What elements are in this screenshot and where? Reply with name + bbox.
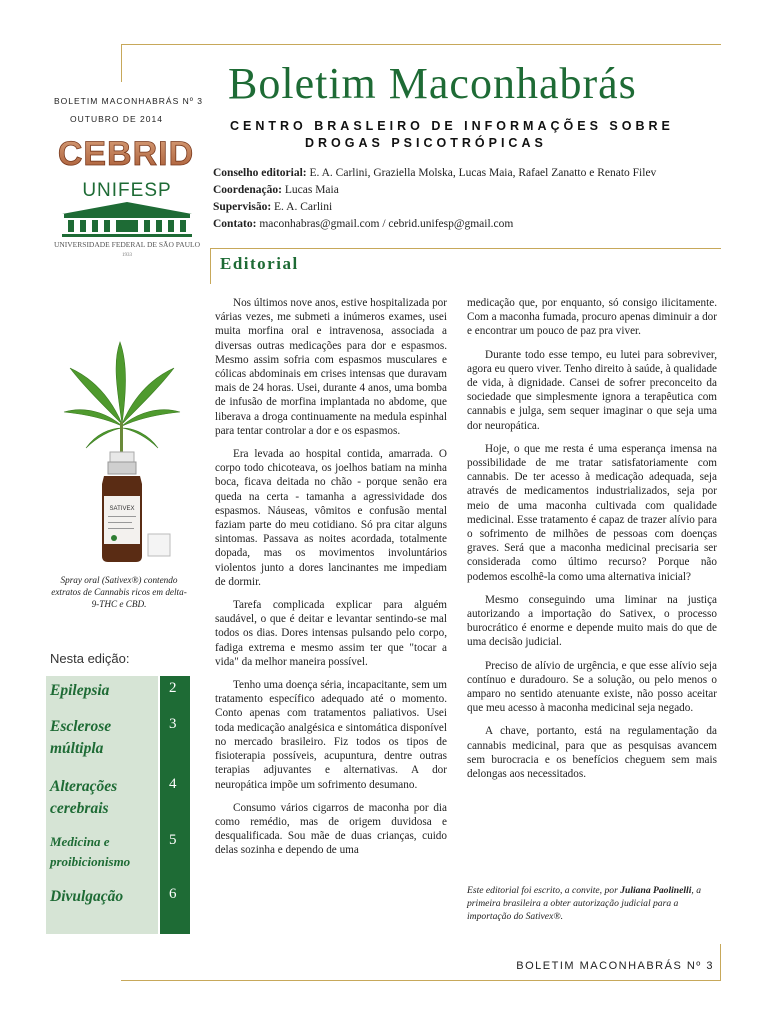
top-left-rule bbox=[121, 44, 122, 82]
svg-text:CEBRID: CEBRID bbox=[57, 135, 195, 173]
author-note bbox=[467, 884, 717, 923]
footer-issue: BOLETIM MACONHABRÁS Nº 3 bbox=[516, 960, 714, 972]
contact bbox=[213, 218, 513, 230]
contact-label: Contato: bbox=[213, 218, 257, 230]
unifesp-logo bbox=[52, 178, 202, 258]
top-rule bbox=[121, 44, 721, 45]
toc-item-page: 3 bbox=[160, 712, 190, 772]
toc-heading: Nesta edição: bbox=[50, 651, 130, 666]
paragraph: Era levada ao hospital contida, amarrada. O corpo todo chicoteava, os joelhos batiam na minha boca, ficava deitada no chão - porque senão era queda na certa - tamanha a agressividade dos espasmos. Náuseas, vômitos e confusão mental faziam parte do meu cotidiano. Só pra citar alguns sintomas. Passava as noites acordada, totalmente dopada, mas os movimentos involuntários violentos junto a dores lancinantes me impediam de dormir. bbox=[215, 448, 447, 588]
bottle-label: SATIVEX bbox=[109, 506, 135, 512]
article-column-2 bbox=[467, 296, 717, 790]
supervision bbox=[213, 201, 332, 213]
toc-item-page: 4 bbox=[160, 772, 190, 828]
toc-item[interactable] bbox=[46, 712, 190, 772]
paragraph: Tarefa complicada explicar para alguém saudável, o que é deitar e levantar sentindo-se mal todos os dias. Dores intensas pulsando pelo corpo, fadiga extrema e mesmo assim ter que "tocar a vida" da melhor maneira possível. bbox=[215, 599, 447, 668]
paragraph: Nos últimos nove anos, estive hospitalizada por várias vezes, me submeti a inúmeros exames, usei muita morfina oral e intravenosa, associada a diversas outras medicações para dor e espasmos. Mesmo assim sofria com espasmos musculares e cólicas abdominais em crises intensas que duravam mais de 24 horas. Usei, durante 4 anos, uma bomba de infusão de morfina implantada no abdome, que liberava a droga continuamente na medula espinhal para tentar controlar a dor e os espasmos. bbox=[215, 297, 447, 437]
editorial-rule bbox=[210, 248, 211, 284]
toc-item-page: 6 bbox=[160, 882, 190, 934]
editorial-board-label: Conselho editorial: bbox=[213, 167, 307, 179]
toc-item-title: Alterações cerebrais bbox=[46, 772, 158, 828]
supervision-value: E. A. Carlini bbox=[271, 201, 333, 213]
footer-right-rule bbox=[720, 944, 721, 980]
coordination-value: Lucas Maia bbox=[282, 184, 339, 196]
header-bottom-rule bbox=[210, 248, 721, 249]
paragraph: Preciso de alívio de urgência, e que esse alívio seja contínuo e duradouro. Se a solução, ou pelo menos o amparo no sentido atenuante existe, não posso aceitar que meu acesso à maconha medicinal seja negado. bbox=[467, 659, 717, 715]
toc-item[interactable] bbox=[46, 828, 190, 882]
paragraph: Consumo vários cigarros de maconha por dia como remédio, mas de origem duvidosa e desqualificada. Sou mãe de duas crianças, cuido delas sozinha e dependo de uma bbox=[215, 801, 447, 857]
author-name: Juliana Paolinelli bbox=[620, 885, 692, 896]
subtitle-line-2: DROGAS PSICOTRÓPICAS bbox=[305, 136, 547, 150]
toc-item-page: 2 bbox=[160, 676, 190, 712]
toc-item[interactable] bbox=[46, 676, 190, 712]
svg-text:1933: 1933 bbox=[122, 253, 132, 258]
sativex-photo bbox=[62, 334, 182, 566]
toc-item-title: Divulgação bbox=[46, 882, 158, 934]
toc-item-title: Epilepsia bbox=[46, 676, 158, 712]
supervision-label: Supervisão: bbox=[213, 201, 272, 213]
author-note-pre: Este editorial foi escrito, a convite, por bbox=[467, 885, 621, 896]
svg-text:UNIVERSIDADE FEDERAL DE SÃO PA: UNIVERSIDADE FEDERAL DE SÃO PAULO bbox=[53, 240, 201, 249]
paragraph: Tenho uma doença séria, incapacitante, sem um tratamento específico adequado até o momento. Conto apenas com tratamentos paliativos. Usei toda medicação analgésica e sintomática disponível no mercado brasileiro. Fiz todos os tipos de fisioterapia possíveis, acupuntura, dentre outras terapias adjuvantes e alternativas. A dor neuropática impõe um sofrimento desumano. bbox=[215, 679, 447, 791]
paragraph: Mesmo conseguindo uma liminar na justiça autorizando a importação do Sativex, o processo burocrático é enorme e depende muito mais do que de uma decisão judicial. bbox=[467, 593, 717, 649]
subtitle-line-1: CENTRO BRASLEIRO DE INFORMAÇÕES SOBRE bbox=[230, 119, 674, 133]
footer-rule bbox=[121, 980, 721, 981]
article-column-1 bbox=[215, 296, 447, 867]
paragraph: A chave, portanto, está na regulamentação da cannabis medicinal, para que as pesquisas avancem sem burocracia e os benefícios cheguem sem mais delongas aos necessitados. bbox=[467, 725, 717, 781]
toc-item[interactable] bbox=[46, 772, 190, 828]
toc-item-page: 5 bbox=[160, 828, 190, 882]
editorial-board-value: E. A. Carlini, Graziella Molska, Lucas Maia, Rafael Zanatto e Renato Filev bbox=[306, 167, 657, 179]
section-title: Editorial bbox=[220, 254, 299, 273]
image-caption: Spray oral (Sativex®) contendo extratos de Cannabis ricos em delta-9-THC e CBD. bbox=[51, 575, 187, 609]
issue-date: OUTUBRO DE 2014 bbox=[70, 114, 163, 124]
table-of-contents bbox=[46, 676, 190, 934]
paragraph: Durante todo esse tempo, eu lutei para sobreviver, agora eu quero viver. Tenho direito à saúde, à qualidade de vida, à dignidade. Cansei de sofrer preconceito da sociedade que simplesmente ignora a terapêutica com cannabis e julga, sem sequer imaginar o que seja uma dor neuropática. bbox=[467, 348, 717, 432]
toc-item[interactable] bbox=[46, 882, 190, 934]
contact-value[interactable]: maconhabras@gmail.com / cebrid.unifesp@gmail.com bbox=[256, 218, 514, 230]
editorial-board bbox=[213, 167, 656, 179]
cebrid-logo bbox=[44, 133, 208, 173]
paragraph: medicação que, por enquanto, só consigo ilicitamente. Com a maconha fumada, procuro apenas diminuir a dor e encontrar um pouco de paz pra viver. bbox=[467, 297, 717, 338]
coordination bbox=[213, 184, 339, 196]
coordination-label: Coordenação: bbox=[213, 184, 282, 196]
paragraph: Hoje, o que me resta é uma esperança imensa na possibilidade de me tratar satisfatoriamente com cannabis. De ter acesso à medicação adequada, seja através de medicamentos industrializados, seja por meio de uma maconha cultivada com qualidade medicinal. Esse tratamento é capaz de trazer alívio para o sofrimento de milhões de pessoas com doenças graves. Será que a maconha medicinal precisaria ser considerada como último recurso? Porque não podemos escolhê-la como uma alternativa inicial? bbox=[467, 442, 717, 583]
author-note-post: , a primeira brasileira a obter autorização judicial para a importação do Sativex®. bbox=[467, 885, 701, 922]
toc-item-title: Medicina e proibicionismo bbox=[46, 828, 158, 882]
newsletter-title: Boletim Maconhabrás bbox=[228, 59, 637, 108]
issue-number: BOLETIM MACONHABRÁS Nº 3 bbox=[54, 96, 203, 106]
svg-text:UNIFESP: UNIFESP bbox=[82, 180, 172, 201]
toc-item-title: Esclerose múltipla bbox=[46, 712, 158, 772]
